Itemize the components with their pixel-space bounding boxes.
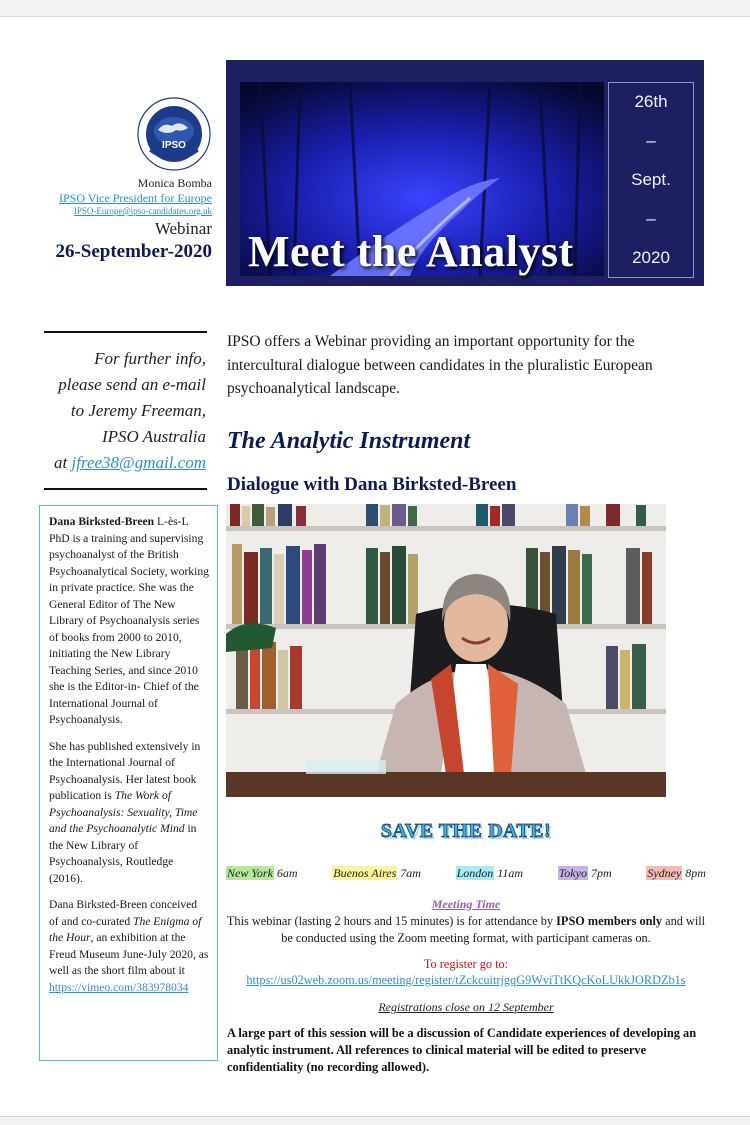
city-times — [226, 866, 706, 881]
city-london: London — [456, 866, 494, 880]
time-new-york: 6am — [273, 866, 298, 880]
bio-paragraph-1 — [49, 514, 209, 729]
city-tokyo: Tokyo — [558, 866, 587, 880]
banner-date-day: 26th — [634, 92, 668, 112]
banner-date-box — [608, 82, 694, 278]
webinar-description — [226, 913, 706, 947]
meet-the-analyst-banner — [226, 60, 704, 286]
bio-exhibition-title: The Enigma of the Hour — [49, 914, 202, 944]
city-time-new-york — [226, 866, 298, 881]
info-line-2: please send an e-mail — [58, 375, 206, 394]
bio-paragraph-2 — [49, 739, 209, 888]
city-time-sydney — [646, 866, 706, 881]
top-bar — [0, 0, 750, 17]
sender-email-link[interactable]: IPSO-Europe@ipso-candidates.org.uk — [73, 206, 212, 216]
save-the-date: SAVE THE DATE! — [380, 820, 552, 842]
meeting-time-label: Meeting Time — [431, 897, 501, 911]
city-time-london — [456, 866, 523, 881]
divider-top — [44, 331, 207, 333]
city-sydney: Sydney — [647, 866, 682, 880]
sender-role-link[interactable]: IPSO Vice President for Europe — [58, 191, 212, 205]
bio-p3-text-a: Dana Birksted-Breen conceived of and co-curated — [49, 898, 198, 928]
intro-text: IPSO offers a Webinar providing an important opportunity for the intercultural dialogue between candidates in the pluralistic European psychoanalytical landscape. — [227, 333, 653, 397]
webinar-date: 26-September-2020 — [55, 241, 212, 262]
info-line-1: For further info, — [94, 349, 206, 368]
speaker-photo — [226, 504, 666, 797]
bio-name: Dana Birksted-Breen — [49, 515, 155, 528]
banner-title: Meet the Analyst — [248, 227, 574, 276]
banner-date-month: Sept. — [631, 169, 671, 189]
divider-bottom — [44, 488, 207, 490]
logo-text: IPSO — [162, 140, 186, 151]
session-note: A large part of this session will be a discussion of Candidate experiences of developing an analytic instrument. All references to clinical material will be edited to preserve confidentiality (no recording allowed). — [227, 1026, 697, 1074]
banner-date-year: 2020 — [632, 247, 670, 267]
further-info — [30, 346, 206, 476]
webinar-title: The Analytic Instrument — [227, 428, 471, 454]
webinar-subtitle: Dialogue with Dana Birksted-Breen — [227, 474, 517, 495]
sender-name: Monica Bomba — [137, 176, 212, 190]
banner-date-sep-2: – — [646, 208, 656, 228]
bio-book-title: The Work of Psychoanalysis: Sexuality, Time and the Psychoanalytic Mind — [49, 789, 198, 835]
time-sydney: 8pm — [682, 866, 706, 880]
info-line-4: IPSO Australia — [101, 427, 206, 446]
time-london: 11am — [494, 866, 524, 880]
city-time-tokyo — [558, 866, 612, 881]
vimeo-link[interactable]: https://vimeo.com/383978034 — [49, 980, 189, 994]
bio-p1-text: L-ès-L PhD is a training and supervising psychoanalyst of the British Psychoanalytical Society, working in private practice. She was the General Editor of The New Library of Psychoanalysis series of books from 2000 to 2010, initiating the New Library Teaching Series, and since 2010 she is the Editor-in- Chief of the International Journal of Psychoanalysis. — [49, 515, 209, 726]
webinar-label: Webinar — [154, 219, 212, 238]
time-tokyo: 7pm — [587, 866, 612, 880]
desc-text-b: and will be conducted using the Zoom meeting format, with participant cameras on. — [281, 914, 706, 945]
time-buenos-aires: 7am — [397, 866, 421, 880]
header-sender — [12, 176, 212, 264]
banner-date-sep-1: – — [646, 131, 656, 151]
info-line-3: to Jeremy Freeman, — [70, 401, 206, 420]
register-label: To register go to: — [423, 957, 509, 971]
desc-text-a: This webinar (lasting 2 hours and 15 minutes) is for attendance by — [226, 914, 557, 928]
ipso-logo — [136, 96, 212, 172]
bio-p3-text-b: , an exhibition at the Freud Museum June-July 2020, as well as the short film about it — [49, 931, 209, 977]
info-line-5 — [30, 450, 206, 476]
city-buenos-aires: Buenos Aires — [333, 866, 397, 880]
speaker-bio — [39, 505, 218, 1061]
contact-email-link[interactable]: jfree38@gmail.com — [67, 453, 206, 472]
bio-paragraph-3 — [49, 897, 209, 996]
desc-members-only: IPSO members only — [556, 914, 663, 928]
city-time-buenos-aires — [332, 866, 421, 881]
zoom-register-link[interactable]: https://us02web.zoom.us/meeting/register/tZckcuitrjgqG9WviTtKQcKoLUkkJORDZb1s — [246, 973, 686, 987]
registrations-close: Registrations close on 12 September — [378, 1000, 554, 1014]
bio-p2-text-a: She has published extensively in the International Journal of Psychoanalysis. Her latest book publication is — [49, 739, 201, 802]
info-at: at — [54, 453, 68, 472]
bio-p2-text-b: in the New Library of Psychoanalysis, Routledge (2016). — [49, 822, 197, 885]
city-new-york: New York — [227, 866, 273, 880]
